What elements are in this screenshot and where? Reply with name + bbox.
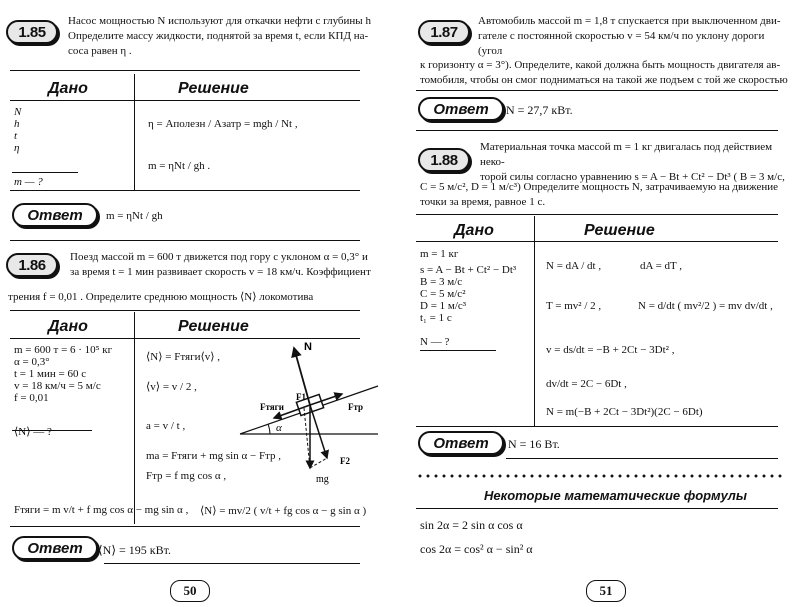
problem-statement: Автомобиль массой m = 1,8 т спускается при выключенном дви- гателе с постоянной скоростью v = 54 км/ч по уклону дороги (угол <box>478 15 781 57</box>
projection-line <box>310 458 327 468</box>
gravity-label: mg <box>316 474 329 485</box>
given-header: Дано <box>454 222 494 239</box>
section-title: Некоторые математические формулы <box>484 488 747 503</box>
problem-statement-cont: трения f = 0,01 . Определите среднюю мощность ⟨N⟩ локомотива <box>8 291 314 303</box>
formula-velocity: v = ds/dt = −B + 2Ct − 3Dt² , <box>546 344 675 356</box>
problem-number-badge: 1.86 <box>6 253 58 277</box>
divider <box>10 310 360 311</box>
table-header-line <box>416 241 778 242</box>
projection-line <box>304 408 310 468</box>
formula-avg-velocity: ⟨v⟩ = v / 2 , <box>146 381 197 393</box>
given-header: Дано <box>48 80 88 97</box>
problem-statement-cont: к горизонту α = 3°). Определите, какой должна быть мощность двигателя ав- томобиля, чтобы он смог подниматься на такой же подъем с той же скоростью <box>420 59 788 86</box>
solution-header: Решение <box>584 222 655 239</box>
answer-value: N = 27,7 кВт. <box>506 103 573 117</box>
divider <box>416 508 778 509</box>
divider <box>104 563 360 564</box>
divider <box>416 130 778 131</box>
table-column-divider <box>534 216 535 426</box>
divider <box>10 526 360 527</box>
page-number: 50 <box>170 580 210 602</box>
answer-label: Ответ <box>12 203 98 227</box>
answer-label: Ответ <box>12 536 98 560</box>
solution-header: Решение <box>178 80 249 97</box>
f1-force-label: F1 <box>296 392 306 402</box>
formula-efficiency: η = Aполезн / Aзатр = mgh / Nt , <box>148 118 298 130</box>
table-column-divider <box>134 312 135 524</box>
divider <box>506 458 778 459</box>
angle-arc <box>268 424 270 434</box>
formula-acceleration: a = v / t , <box>146 420 186 432</box>
traction-force-label: Fтяги <box>260 402 284 412</box>
formula-power-final: N = m(−B + 2Ct − 3Dt²)(2C − 6Dt) <box>546 406 703 418</box>
friction-force-label: Fтр <box>348 402 364 412</box>
formula-power-final: ⟨N⟩ = mv/2 ( v/t + fg cos α − g sin α ) <box>200 505 367 517</box>
divider <box>10 70 360 71</box>
given-underline <box>12 430 92 431</box>
given-underline <box>420 350 496 351</box>
given-list: N h t η m — ? <box>14 106 43 188</box>
problem-statement: Материальная точка массой m = 1 кг двигалась под действием неко- торой силы согласно уравнению s = A − Bt + Ct² − Dt³ ( B = 3 м/с, <box>480 141 785 183</box>
divider <box>10 240 360 241</box>
formula-kinetic-energy: T = mv² / 2 , <box>546 300 602 312</box>
divider <box>416 426 778 427</box>
divider <box>416 214 778 215</box>
answer-label: Ответ <box>418 431 504 455</box>
formula-acceleration: dv/dt = 2C − 6Dt , <box>546 378 627 390</box>
formula-mass: m = ηNt / gh . <box>148 160 211 172</box>
solution-header: Решение <box>178 318 249 335</box>
problem-statement: Насос мощностью N используют для откачки нефти с глубины h Определите массу жидкости, поднятой за время t, если КПД на- соса равен η . <box>68 15 371 57</box>
f2-force-arrow <box>310 405 327 458</box>
problem-statement-cont: C = 5 м/с², D = 1 м/с³) Определите мощность N, затрачиваемую на движение точки за время, равное 1 с. <box>420 181 779 208</box>
divider <box>10 190 360 191</box>
math-formula-sin: sin 2α = 2 sin α cos α <box>420 518 523 532</box>
divider <box>416 90 778 91</box>
formula-power-def: N = dA / dt , <box>546 260 602 272</box>
problem-number-badge: 1.85 <box>6 20 58 44</box>
problem-statement: Поезд массой m = 600 т движется под гору с уклоном α = 0,3° и за время t = 1 мин развивает скорость v = 18 км/ч. Коэффициент <box>70 251 371 278</box>
angle-label: α <box>276 422 282 434</box>
given-list: m = 600 т = 6 · 10⁵ кг α = 0,3° t = 1 мин = 60 с v = 18 км/ч = 5 м/с f = 0,01 ⟨N⟩ — ? <box>14 344 113 438</box>
math-formula-cos: cos 2α = cos² α − sin² α <box>420 542 533 556</box>
dotted-separator <box>416 474 782 478</box>
f2-force-label: F2 <box>340 456 350 466</box>
problem-number-badge: 1.87 <box>418 20 470 44</box>
given-list: m = 1 кг s = A − Bt + Ct² − Dt³ B = 3 м/с C = 5 м/с² D = 1 м/с³ t₁ = 1 с N — ? <box>420 248 517 348</box>
normal-force-label: N <box>304 341 312 353</box>
given-underline <box>12 172 78 173</box>
table-column-divider <box>134 74 135 190</box>
answer-value: N = 16 Вт. <box>508 437 560 451</box>
answer-value: ⟨N⟩ = 195 кВт. <box>98 543 171 557</box>
page-number: 51 <box>586 580 626 602</box>
formula-avg-power: ⟨N⟩ = Fтяги⟨v⟩ , <box>146 351 221 363</box>
given-header: Дано <box>48 318 88 335</box>
answer-value: m = ηNt / gh <box>106 210 163 222</box>
table-header-line <box>10 100 360 101</box>
formula-friction: Fтр = f mg cos α , <box>146 470 227 482</box>
formula-newton: ma = Fтяги + mg sin α − Fтр , <box>146 450 282 462</box>
problem-number-badge: 1.88 <box>418 148 470 172</box>
formula-traction: Fтяги = m v/t + f mg cos α − mg sin α , <box>14 504 189 516</box>
formula-work-energy: dA = dT , <box>640 260 683 272</box>
force-diagram <box>230 336 380 486</box>
formula-power-derivative: N = d/dt ( mv²/2 ) = mv dv/dt , <box>638 300 773 312</box>
answer-label: Ответ <box>418 97 504 121</box>
